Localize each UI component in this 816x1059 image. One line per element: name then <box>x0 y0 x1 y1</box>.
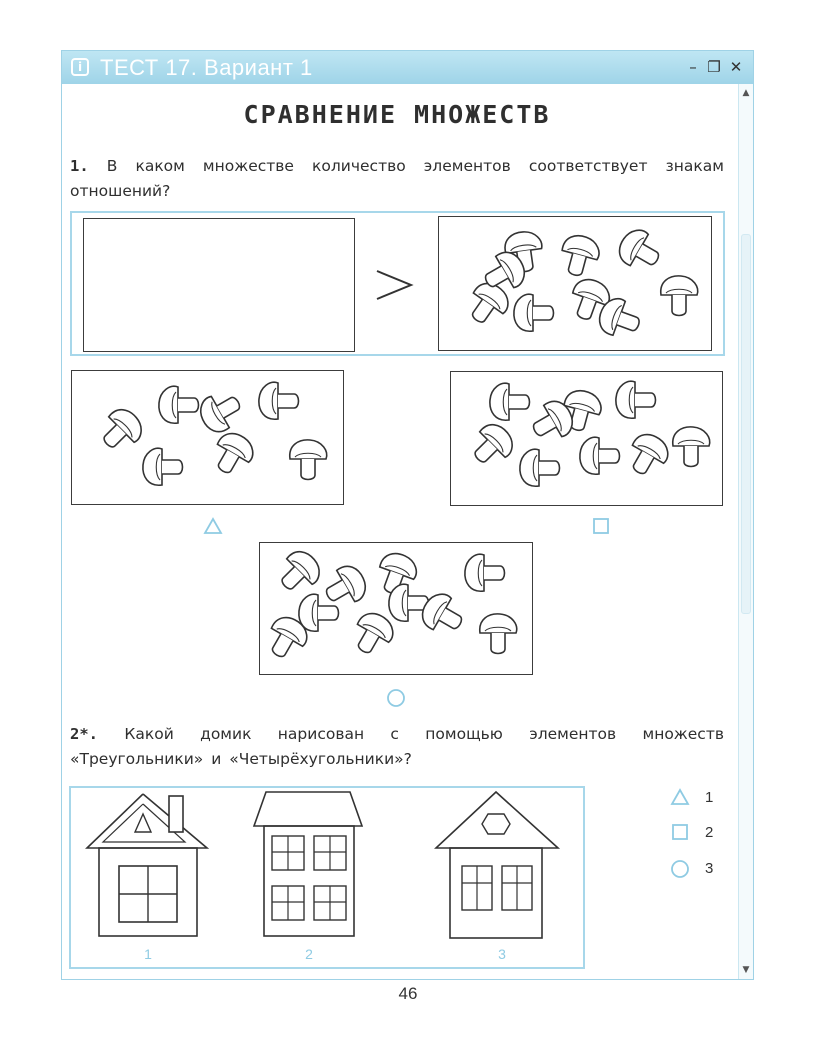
empty-set-box <box>83 218 355 352</box>
question-2 <box>70 722 724 772</box>
greater-than-sign <box>373 265 417 305</box>
vertical-scrollbar[interactable] <box>738 84 753 979</box>
window-title: ТЕСТ 17. Вариант 1 <box>100 55 313 80</box>
answer-3-label: 3 <box>705 860 714 877</box>
answer-square-icon[interactable] <box>671 823 689 841</box>
option-square-mushrooms <box>451 372 721 504</box>
question-1-text: В каком множестве количество элементов соответствует знакам отношений? <box>70 157 724 200</box>
question-2-number: 2*. <box>70 725 98 743</box>
answer-2-label: 2 <box>705 824 714 841</box>
house-2-label: 2 <box>305 946 313 962</box>
question-1 <box>70 154 724 204</box>
page-number: 46 <box>398 984 418 1003</box>
target-set-box <box>438 216 712 351</box>
house-3-label: 3 <box>498 946 506 962</box>
house-1-drawing <box>85 790 210 940</box>
scroll-down-icon[interactable]: ▼ <box>742 965 750 975</box>
answer-circle-icon[interactable] <box>670 859 690 879</box>
question-1-number: 1. <box>70 157 89 175</box>
house-3-drawing <box>434 790 562 940</box>
page-title: СРАВНЕНИЕ МНОЖЕСТВ <box>243 100 551 129</box>
scroll-thumb[interactable] <box>741 234 751 614</box>
minimize-icon[interactable]: – <box>689 58 697 76</box>
option-triangle-mushrooms <box>72 371 342 503</box>
answer-triangle-icon[interactable] <box>670 788 690 806</box>
option-circle-set-box <box>259 542 533 675</box>
house-2-drawing <box>252 790 364 940</box>
restore-icon[interactable]: ❐ <box>707 58 721 76</box>
house-1-label: 1 <box>144 946 152 962</box>
circle-marker-icon[interactable] <box>386 688 406 708</box>
target-mushrooms <box>439 217 710 349</box>
window-titlebar[interactable] <box>62 51 753 84</box>
square-marker-icon[interactable] <box>592 517 610 535</box>
option-square-set-box <box>450 371 723 506</box>
question-2-text: Какой домик нарисован с помощью элементов множеств «Треугольники» и «Четырёхугольники»? <box>70 725 724 768</box>
answer-1-label: 1 <box>705 789 714 806</box>
document-icon: i <box>71 58 89 76</box>
scroll-up-icon[interactable]: ▲ <box>742 88 750 98</box>
close-icon[interactable]: ✕ <box>729 58 743 76</box>
option-circle-mushrooms <box>260 543 531 673</box>
option-triangle-set-box <box>71 370 344 505</box>
triangle-marker-icon[interactable] <box>203 517 223 535</box>
